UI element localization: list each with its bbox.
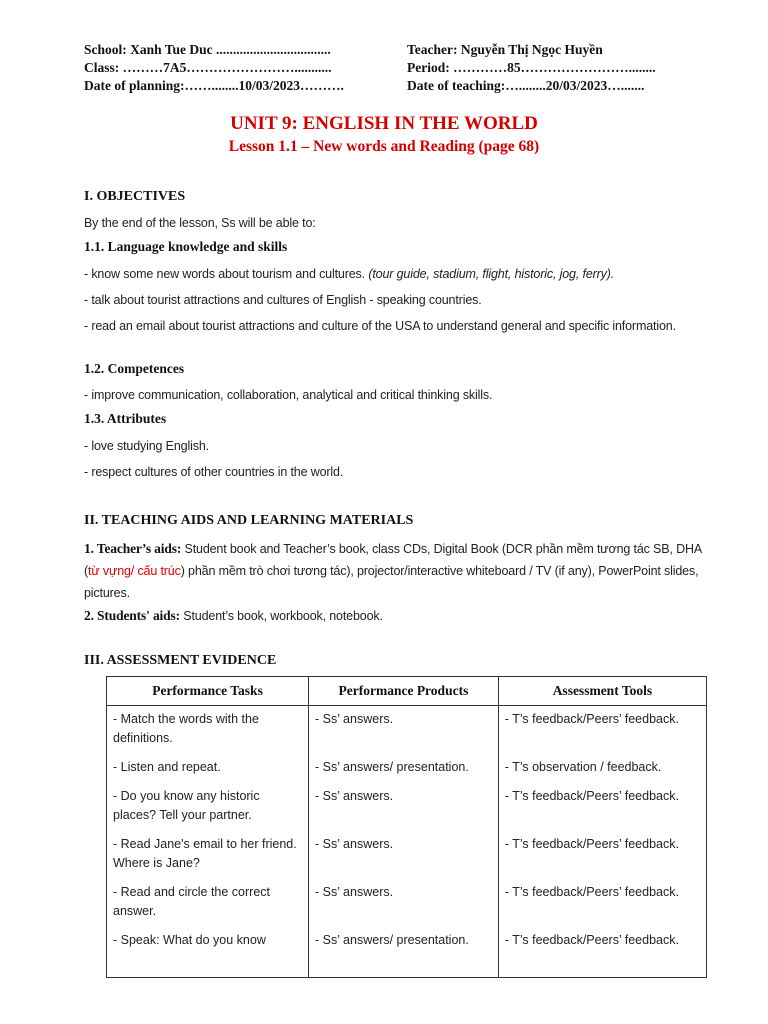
assessment-table	[106, 676, 707, 978]
competences-heading: 1.2. Competences	[84, 361, 185, 376]
teacher-line: Teacher: Nguyễn Thị Ngọc Huyền	[407, 42, 603, 57]
teacher-aids-text-b: ) phần mềm trò chơi tương tác), projector/interactive whiteboard / TV (if any), PowerPoint slides, pictures.	[84, 564, 699, 600]
teacher-aids-label: 1. Teacher’s aids:	[84, 541, 182, 556]
table-header-row	[107, 677, 707, 706]
table-cell: - T’s feedback/Peers’ feedback.	[498, 879, 706, 927]
table-cell: - Read and circle the correct answer.	[107, 879, 309, 927]
column-header: Performance Tasks	[107, 677, 309, 706]
class-line: Class: ………7A5……………………...........	[84, 60, 332, 75]
objective-item-vocabulary	[84, 265, 708, 283]
table-cell: - T’s feedback/Peers’ feedback.	[498, 831, 706, 879]
teaching-aids-heading: II. TEACHING AIDS AND LEARNING MATERIALS	[84, 513, 414, 528]
attributes-heading: 1.3. Attributes	[84, 411, 167, 426]
objective-item-talk: - talk about tourist attractions and cultures of English - speaking countries.	[84, 293, 482, 307]
table-cell: - Ss’ answers.	[309, 783, 499, 831]
table-cell: - Match the words with the definitions.	[107, 706, 309, 754]
table-cell: - T’s feedback/Peers’ feedback.	[498, 706, 706, 754]
teacher-aids-text-a: Student book and Teacher’s book, class CDs, Digital Book (DCR phần mềm tương tác SB, DHA (	[84, 542, 702, 578]
table-cell: - Do you know any historic places? Tell your partner.	[107, 783, 309, 831]
students-aids-label: 2. Students' aids:	[84, 608, 180, 623]
table-row	[107, 706, 707, 754]
competence-item: - improve communication, collaboration, analytical and critical thinking skills.	[84, 388, 493, 402]
table-row	[107, 879, 707, 927]
objectives-intro: By the end of the lesson, Ss will be able to:	[84, 216, 316, 230]
table-cell: - Ss’ answers.	[309, 831, 499, 879]
table-row	[107, 831, 707, 879]
table-cell: - Read Jane's email to her friend. Where is Jane?	[107, 831, 309, 879]
unit-title: UNIT 9: ENGLISH IN THE WORLD	[230, 113, 538, 134]
table-cell: - Ss’ answers/ presentation.	[309, 927, 499, 978]
column-header: Performance Products	[309, 677, 499, 706]
objectives-heading: I. OBJECTIVES	[84, 189, 186, 204]
table-cell: - T’s feedback/Peers’ feedback.	[498, 927, 706, 978]
school-line: School: Xanh Tue Duc ..................................	[84, 42, 331, 57]
table-cell: - Ss’ answers/ presentation.	[309, 754, 499, 783]
table-cell: - Speak: What do you know	[107, 927, 309, 978]
language-knowledge-heading: 1.1. Language knowledge and skills	[84, 239, 288, 254]
vocabulary-words: (tour guide, stadium, flight, historic, jog, ferry).	[368, 267, 615, 281]
teacher-aids-paragraph	[84, 538, 708, 604]
assessment-heading: III. ASSESSMENT EVIDENCE	[84, 653, 277, 668]
attribute-item-respect: - respect cultures of other countries in the world.	[84, 465, 344, 479]
objective-item-read: - read an email about tourist attractions and culture of the USA to understand general and specific information.	[84, 319, 676, 333]
date-planning-line: Date of planning:……........10/03/2023……….	[84, 78, 344, 93]
table-cell: - Ss’ answers.	[309, 706, 499, 754]
table-cell: - T’s observation / feedback.	[498, 754, 706, 783]
table-cell: - T’s feedback/Peers’ feedback.	[498, 783, 706, 831]
period-line: Period: …………85……………………........	[407, 60, 656, 75]
teacher-aids-text-red: từ vựng/ cấu trúc	[88, 564, 181, 578]
table-row	[107, 927, 707, 978]
attribute-item-love: - love studying English.	[84, 439, 209, 453]
lesson-title: Lesson 1.1 – New words and Reading (page 68)	[228, 138, 540, 155]
table-row	[107, 754, 707, 783]
students-aids-paragraph	[84, 607, 708, 625]
date-teaching-line: Date of teaching:…........20/03/2023….......	[407, 78, 645, 93]
students-aids-text: Student’s book, workbook, notebook.	[179, 609, 383, 623]
objective-item-vocabulary-text: - know some new words about tourism and cultures.	[84, 267, 369, 281]
table-cell: - Ss’ answers.	[309, 879, 499, 927]
table-row	[107, 783, 707, 831]
column-header: Assessment Tools	[498, 677, 706, 706]
table-cell: - Listen and repeat.	[107, 754, 309, 783]
